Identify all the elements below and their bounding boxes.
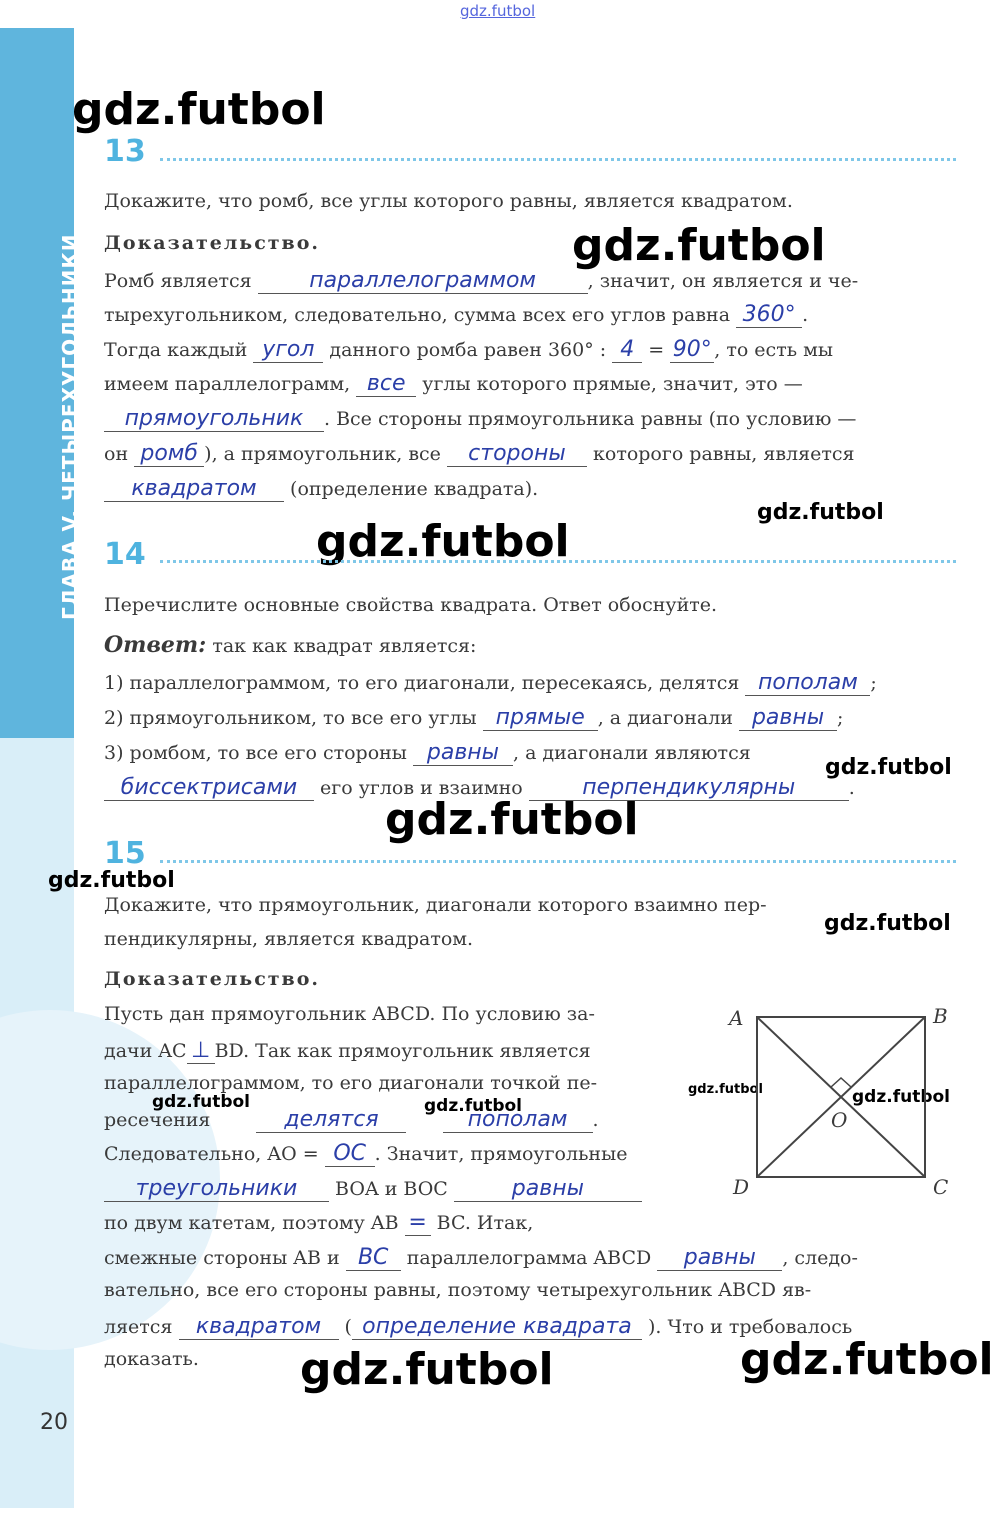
text: (определение квадрата).	[290, 478, 539, 500]
text: BD. Так как прямоугольник является	[214, 1040, 591, 1062]
text: дачи AC	[104, 1040, 187, 1062]
text: тырехугольником, следовательно, сумма всех его углов равна	[104, 304, 731, 326]
chapter-title: ГЛАВА V. ЧЕТЫРЕХУГОЛЬНИКИ	[58, 233, 82, 620]
right-angle-mark	[831, 1078, 851, 1087]
text: Ромб является	[104, 270, 252, 292]
proof-line: параллелограммом, то его диагонали точкой пе-	[104, 1072, 598, 1094]
handwritten-answer: 4	[612, 337, 642, 363]
answer-line	[104, 775, 855, 801]
vertex-label-b: B	[933, 1004, 948, 1028]
vertex-label-d: D	[733, 1175, 750, 1199]
text: =	[648, 339, 665, 361]
text: по двум катетам, поэтому AB	[104, 1212, 399, 1234]
proof-line	[104, 1038, 591, 1064]
watermark: gdz.futbol	[316, 516, 570, 567]
handwritten-answer: треугольники	[104, 1176, 329, 1202]
proof-line: вательно, все его стороны равны, поэтому четырехугольник ABCD яв-	[104, 1279, 812, 1301]
handwritten-answer: биссектрисами	[104, 775, 314, 801]
handwritten-answer: OC	[325, 1141, 375, 1167]
text: так как квадрат является:	[212, 635, 477, 657]
handwritten-answer: 360°	[736, 302, 802, 328]
proof-line	[104, 1314, 852, 1340]
text: параллелограмма ABCD	[406, 1247, 652, 1269]
task-number: 14	[104, 537, 146, 572]
text: ресечения	[104, 1109, 211, 1131]
proof-line	[104, 371, 803, 397]
handwritten-answer: все	[356, 371, 416, 397]
handwritten-answer: ромб	[134, 441, 204, 467]
task-number: 13	[104, 134, 146, 169]
text: .	[592, 1109, 599, 1131]
watermark: gdz.futbol	[852, 1087, 950, 1107]
text: 2) прямоугольником, то все его углы	[104, 707, 477, 729]
text: ). Что и требовалось	[648, 1316, 853, 1338]
text: ляется	[104, 1316, 173, 1338]
text: . Все стороны прямоугольника равны (по условию —	[324, 408, 857, 430]
handwritten-answer: равны	[739, 705, 837, 731]
dotted-divider	[160, 158, 956, 161]
handwritten-answer: перпендикулярны	[529, 775, 849, 801]
proof-line	[104, 1141, 627, 1167]
handwritten-answer: пополам	[443, 1107, 593, 1133]
header-watermark: gdz.futbol	[460, 2, 536, 20]
proof-line	[104, 406, 856, 432]
proof-line	[104, 441, 854, 467]
handwritten-answer: квадратом	[104, 476, 284, 502]
proof-line	[104, 1210, 533, 1236]
task-statement: Перечислите основные свойства квадрата. Ответ обоснуйте.	[104, 594, 718, 616]
text: Следовательно, AO =	[104, 1143, 319, 1165]
handwritten-answer: ⊥	[187, 1038, 215, 1064]
text: BC. Итак,	[436, 1212, 534, 1234]
watermark: gdz.futbol	[572, 220, 826, 271]
text: , то есть мы	[714, 339, 833, 361]
watermark: gdz.futbol	[385, 794, 639, 845]
watermark: gdz.futbol	[300, 1344, 554, 1395]
handwritten-answer: равны	[454, 1176, 642, 1202]
watermark: gdz.futbol	[424, 1096, 522, 1116]
proof-line: Пусть дан прямоугольник ABCD. По условию за-	[104, 1003, 595, 1025]
center-label-o: O	[831, 1108, 848, 1132]
task-statement: пендикулярны, является квадратом.	[104, 928, 474, 950]
watermark: gdz.futbol	[740, 1334, 994, 1385]
text: . Значит, прямоугольные	[374, 1143, 628, 1165]
answer-line	[104, 670, 877, 696]
text: .	[802, 304, 809, 326]
watermark: gdz.futbol	[824, 911, 951, 936]
watermark: gdz.futbol	[72, 84, 326, 135]
text: он	[104, 443, 129, 465]
text: смежные стороны AB и	[104, 1247, 340, 1269]
task-statement: Докажите, что ромб, все углы которого равны, является квадратом.	[104, 190, 793, 212]
handwritten-answer: квадратом	[179, 1314, 339, 1340]
proof-heading: Доказательство.	[104, 232, 321, 254]
watermark: gdz.futbol	[152, 1092, 250, 1112]
handwritten-answer: прямые	[483, 705, 598, 731]
proof-line	[104, 476, 538, 502]
proof-line	[104, 302, 808, 328]
proof-line	[104, 1107, 599, 1133]
text: (	[344, 1316, 352, 1338]
text: , следо-	[782, 1247, 858, 1269]
text: данного ромба равен 360° :	[329, 339, 607, 361]
handwritten-answer: делятся	[256, 1107, 406, 1133]
text: углы которого прямые, значит, это —	[422, 373, 803, 395]
text: имеем параллелограмм,	[104, 373, 351, 395]
text: , а диагонали	[597, 707, 733, 729]
watermark: gdz.futbol	[48, 868, 175, 893]
text: 3) ромбом, то все его стороны	[104, 742, 407, 764]
text: BOA и BOC	[335, 1178, 448, 1200]
watermark: gdz.futbol	[688, 1082, 763, 1097]
handwritten-answer: угол	[253, 337, 323, 363]
handwritten-answer: BC	[346, 1245, 401, 1271]
handwritten-answer: равны	[657, 1245, 782, 1271]
proof-heading: Доказательство.	[104, 968, 321, 990]
text: , а диагонали являются	[512, 742, 751, 764]
proof-line	[104, 1176, 642, 1202]
answer-line	[104, 705, 843, 731]
handwritten-answer: =	[405, 1210, 431, 1236]
handwritten-answer: определение квадрата	[352, 1314, 642, 1340]
text: Тогда каждый	[104, 339, 248, 361]
text: ;	[837, 707, 844, 729]
text: , значит, он является и че-	[587, 270, 859, 292]
handwritten-answer: равны	[413, 740, 513, 766]
text: его углов и взаимно	[320, 777, 523, 799]
proof-line	[104, 337, 833, 363]
square-figure	[725, 1000, 965, 1200]
task-statement: Докажите, что прямоугольник, диагонали которого взаимно пер-	[104, 894, 767, 916]
answer-line	[104, 632, 476, 658]
vertex-label-a: A	[729, 1006, 744, 1030]
square-diagram	[725, 1000, 965, 1200]
proof-line	[104, 268, 858, 294]
text: 1) параллелограммом, то его диагонали, пересекаясь, делятся	[104, 672, 740, 694]
handwritten-answer: 90°	[670, 337, 714, 363]
handwritten-answer: пополам	[745, 670, 870, 696]
vertex-label-c: C	[933, 1175, 949, 1199]
dotted-divider	[160, 860, 956, 863]
handwritten-answer: стороны	[447, 441, 587, 467]
watermark: gdz.futbol	[825, 755, 952, 780]
handwritten-answer: параллелограммом	[258, 268, 588, 294]
answer-label: Ответ:	[104, 632, 207, 658]
text: .	[848, 777, 855, 799]
proof-line	[104, 1245, 858, 1271]
handwritten-answer: прямоугольник	[104, 406, 324, 432]
page-number: 20	[40, 1410, 68, 1435]
task-number: 15	[104, 836, 146, 871]
dotted-divider	[160, 560, 956, 563]
text: ), а прямоугольник, все	[204, 443, 441, 465]
text: которого равны, является	[593, 443, 855, 465]
watermark: gdz.futbol	[757, 500, 884, 525]
text: ;	[870, 672, 877, 694]
answer-line	[104, 740, 751, 766]
proof-line: доказать.	[104, 1348, 199, 1370]
